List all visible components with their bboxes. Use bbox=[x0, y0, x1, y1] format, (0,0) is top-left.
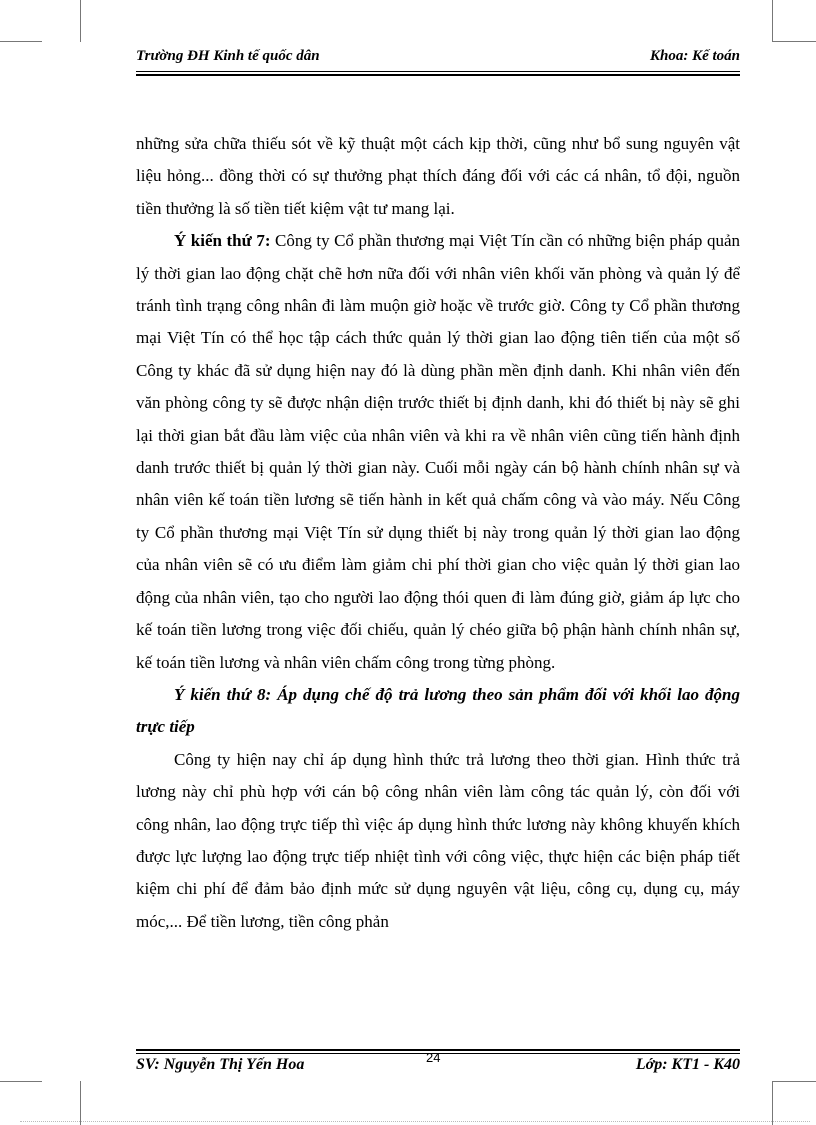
header-school: Trường ĐH Kinh tế quốc dân bbox=[136, 48, 320, 64]
crop-mark bbox=[0, 1081, 42, 1082]
crop-mark bbox=[40, 0, 81, 42]
opinion-7-label: Ý kiến thứ 7: bbox=[174, 231, 271, 251]
crop-mark bbox=[772, 1081, 813, 1125]
document-body bbox=[136, 128, 740, 938]
crop-mark bbox=[40, 1081, 81, 1125]
paragraph-continuation: những sửa chữa thiếu sót về kỹ thuật một cách kịp thời, cũng như bổ sung nguyên vật liệu hỏng... đồng thời có sự thưởng phạt thích đáng đối với các cá nhân, tổ đội, nguồn tiền thưởng là số tiền tiết kiệm vật tư mang lại. bbox=[136, 134, 740, 218]
page-header bbox=[136, 48, 740, 68]
crop-mark bbox=[772, 1081, 816, 1082]
crop-mark bbox=[772, 0, 813, 42]
header-faculty: Khoa: Kế toán bbox=[649, 48, 740, 64]
paragraph-opinion-8: Công ty hiện nay chỉ áp dụng hình thức trả lương theo thời gian. Hình thức trả lương này chỉ phù hợp với cán bộ công nhân viên làm công tác quản lý, còn đối với công nhân, lao động trực tiếp thì việc áp dụng hình thức lương này không khuyến khích được lực lượng lao động trực tiếp nhiệt tình với công việc, thực hiện các biện pháp tiết kiệm chi phí để đảm bảo định mức sử dụng nguyên vật liệu, công cụ, dụng cụ, máy móc,... Để tiền lương, tiền công phản bbox=[136, 749, 740, 931]
page-footer bbox=[136, 1050, 740, 1078]
footer-class: Lớp: KT1 - K40 bbox=[635, 1056, 740, 1073]
header-rule bbox=[136, 71, 740, 72]
page-number: 24 bbox=[426, 1050, 441, 1065]
header-rule bbox=[136, 74, 740, 76]
footer-student: SV: Nguyễn Thị Yến Hoa bbox=[136, 1056, 305, 1073]
opinion-7-text: Công ty Cổ phần thương mại Việt Tín cần có những biện pháp quản lý thời gian lao động chặt chẽ hơn nữa đối với nhân viên khối văn phòng và quản lý để tránh tình trạng công nhân đi làm muộn giờ hoặc về trước giờ. Công ty Cổ phần thương mại Việt Tín có thể học tập cách thức quản lý thời gian lao động tiên tiến của một số Công ty khác đã sử dụng hiện nay đó là dùng phần mền định danh. Khi nhân viên đến văn phòng công ty sẽ được nhận diện trước thiết bị định danh, khi đó thiết bị này sẽ ghi lại thời gian bắt đầu làm việc của nhân viên và khi ra về nhân viên cũng tiến hành định danh trước thiết bị quản lý thời gian này. Cuối mỗi ngày cán bộ hành chính nhân sự và nhân viên kế toán tiền lương sẽ tiến hành in kết quả chấm công và vào máy. Nếu Công ty Cổ phần thương mại Việt Tín sử dụng thiết bị này trong quản lý thời gian lao động của nhân viên sẽ có ưu điểm làm giảm chi phí thời gian cho việc quản lý thời gian lao động của nhân viên, tạo cho người lao động thói quen đi làm đúng giờ, giảm áp lực cho kế toán tiền lương trong việc đối chiếu, quản lý chéo giữa bộ phận hành chính nhân sự, kế toán tiền lương và nhân viên chấm công trong từng phòng. bbox=[136, 231, 740, 672]
crop-mark bbox=[772, 41, 816, 42]
crop-mark bbox=[0, 41, 42, 42]
opinion-8-heading: Ý kiến thứ 8: Áp dụng chế độ trả lương theo sản phẩm đối với khối lao động trực tiếp bbox=[136, 684, 740, 737]
paragraph-opinion-7 bbox=[136, 225, 740, 679]
page-boundary bbox=[20, 1121, 810, 1122]
